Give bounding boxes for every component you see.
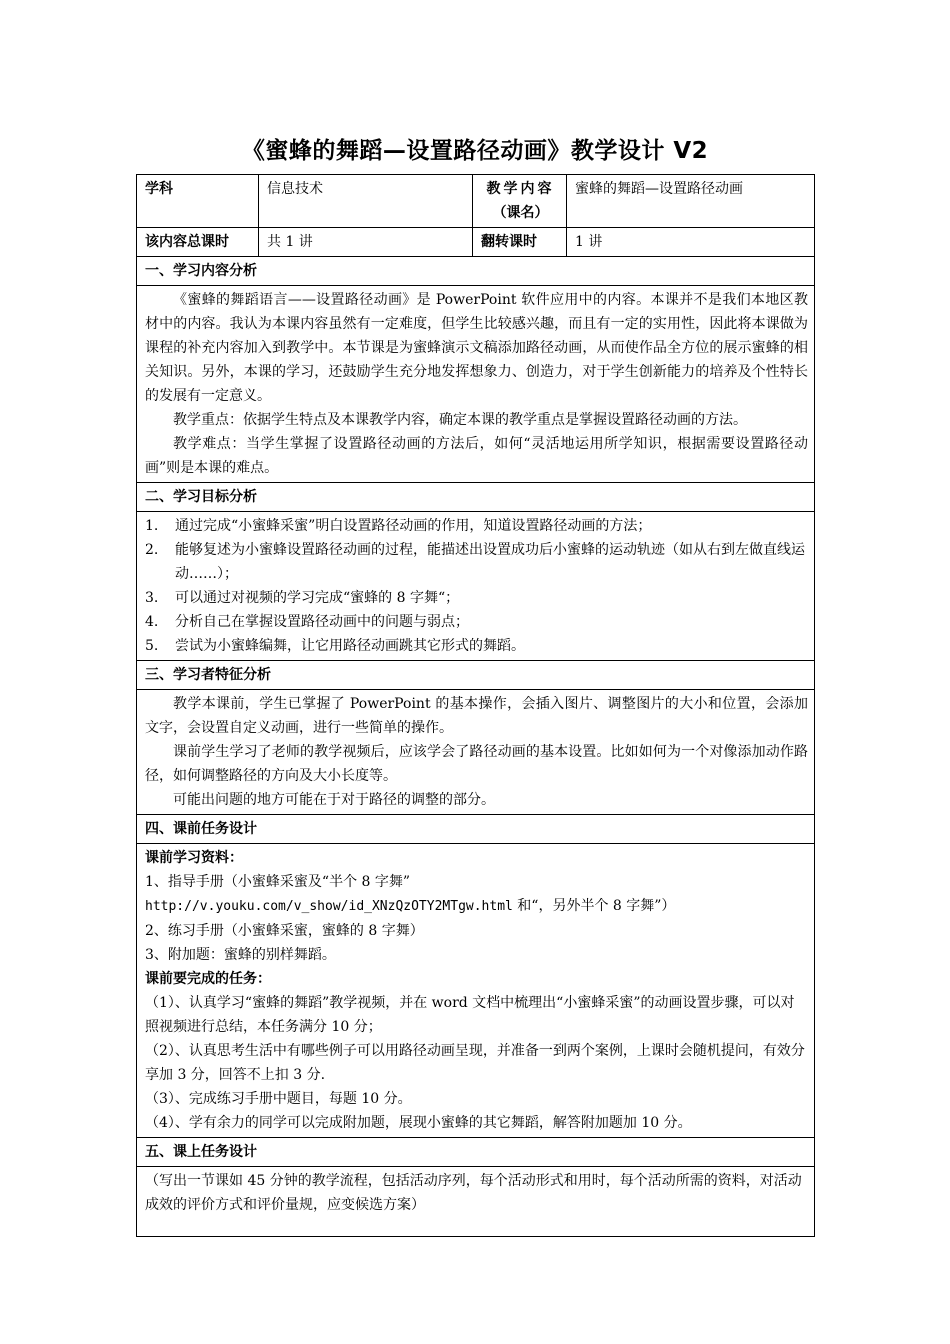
list-item [145,610,808,634]
learner-paragraph-1: 教学本课前，学生已掌握了 PowerPoint 的基本操作，会插入图片、调整图片的大小和位置，会添加文字，会设置自定义动画，进行一些简单的操作。 [145,696,808,736]
in-class-tasks-body [137,1167,815,1237]
goal-list [145,514,808,658]
content-analysis-body [137,286,815,483]
course-label-line2: （课名） [492,205,549,221]
task-4: （4）、学有余力的同学可以完成附加题，展现小蜜蜂的其它舞蹈，解答附加题加 10 分。 [145,1115,692,1131]
subject-row [137,175,815,228]
task-3: （3）、完成练习手册中题目，每题 10 分。 [145,1091,412,1107]
teaching-focus-paragraph: 教学重点：依据学生特点及本课教学内容，确定本课的教学重点是掌握设置路径动画的方法。 [173,412,747,428]
material-1-link-line [145,894,808,919]
section-heading-goal-analysis: 二、学习目标分析 [137,483,815,512]
teaching-difficulty-paragraph: 教学难点：当学生掌握了设置路径动画的方法后，如何“灵活地运用所学知识，根据需要设置路径动画”则是本课的难点。 [145,436,808,476]
goal-number: 2. [145,542,159,558]
goal-text: 可以通过对视频的学习完成“蜜蜂的 8 字舞“； [175,590,460,606]
goal-number: 3. [145,590,159,606]
materials-heading: 课前学习资料： [145,850,243,866]
task-2: （2）、认真思考生活中有哪些例子可以用路径动画呈现，并准备一到两个案例，上课时会随机提问，有效分享加 3 分，回答不上扣 3 分. [145,1043,805,1083]
total-hours-label: 该内容总课时 [137,228,259,257]
material-1-tail: 和“，另外半个 8 字舞”） [512,898,676,914]
goal-text: 分析自己在掌握设置路径动画中的问题与弱点； [175,614,469,630]
list-item [145,514,808,538]
learner-paragraph-3: 可能出问题的地方可能在于对于路径的调整的部分。 [173,792,495,808]
goal-number: 1. [145,518,159,534]
flip-hours-label: 翻转课时 [473,228,567,257]
material-1: 1、指导手册（小蜜蜂采蜜及“半个 8 字舞” [145,874,411,890]
goal-analysis-body [137,512,815,661]
content-analysis-paragraph: 《蜜蜂的舞蹈语言——设置路径动画》是 PowerPoint 软件应用中的内容。本课并不是我们本地区教材中的内容。我认为本课内容虽然有一定难度，但学生比较感兴趣，而且有一定的实用性，因此将本课做为课程的补充内容加入到教学中。本节课是为蜜蜂演示文稿添加路径动画，从而使作品全方位的展示蜜蜂的相关知识。另外，本课的学习，还鼓励学生充分地发挥想象力、创造力，对于学生创新能力的培养及个性特长的发展有一定意义。 [145,292,808,404]
goal-text: 通过完成“小蜜蜂采蜜”明白设置路径动画的作用，知道设置路径动画的方法； [175,518,652,534]
list-item [145,538,808,586]
pre-class-tasks-body [137,844,815,1138]
subject-value: 信息技术 [259,175,473,228]
video-link[interactable]: http://v.youku.com/v_show/id_XNzQzOTY2MTgw.html [145,899,513,914]
goal-number: 4. [145,614,159,630]
course-value: 蜜蜂的舞蹈—设置路径动画 [567,175,815,228]
list-item [145,634,808,658]
lesson-plan-table [136,174,814,1237]
total-hours-value: 共 1 讲 [259,228,473,257]
section-heading-pre-class-tasks: 四、课前任务设计 [137,815,815,844]
flip-hours-value: 1 讲 [567,228,815,257]
task-1: （1）、认真学习“蜜蜂的舞蹈”教学视频，并在 word 文档中梳理出“小蜜蜂采蜜”的动画设置步骤，可以对照视频进行总结，本任务满分 10 分； [145,995,795,1035]
goal-text: 能够复述为小蜜蜂设置路径动画的过程，能描述出设置成功后小蜜蜂的运动轨迹（如从右到左做直线运动……）； [175,542,805,582]
section-heading-in-class-tasks: 五、课上任务设计 [137,1138,815,1167]
goal-text: 尝试为小蜜蜂编舞，让它用路径动画跳其它形式的舞蹈。 [175,638,525,654]
section-heading-learner-analysis: 三、学习者特征分析 [137,661,815,690]
learner-paragraph-2: 课前学生学习了老师的教学视频后，应该学会了路径动画的基本设置。比如如何为一个对像添加动作路径，如何调整路径的方向及大小长度等。 [145,744,808,784]
hours-row [137,228,815,257]
document-title: 《蜜蜂的舞蹈—设置路径动画》教学设计 V2 [241,138,709,164]
list-item [145,586,808,610]
material-3: 3、附加题：蜜蜂的别样舞蹈。 [145,947,336,963]
in-class-instructions: （写出一节课如 45 分钟的教学流程，包括活动序列，每个活动形式和用时，每个活动所需的资料，对活动成效的评价方式和评价量规，应变候选方案） [145,1173,802,1213]
course-label-line1: 教学内容 [486,181,555,197]
tasks-heading: 课前要完成的任务： [145,971,271,987]
learner-analysis-body [137,690,815,815]
section-heading-content-analysis: 一、学习内容分析 [137,257,815,286]
subject-label: 学科 [137,175,259,228]
course-label [473,175,567,228]
goal-number: 5. [145,638,159,654]
material-2: 2、练习手册（小蜜蜂采蜜，蜜蜂的 8 字舞） [145,923,424,939]
